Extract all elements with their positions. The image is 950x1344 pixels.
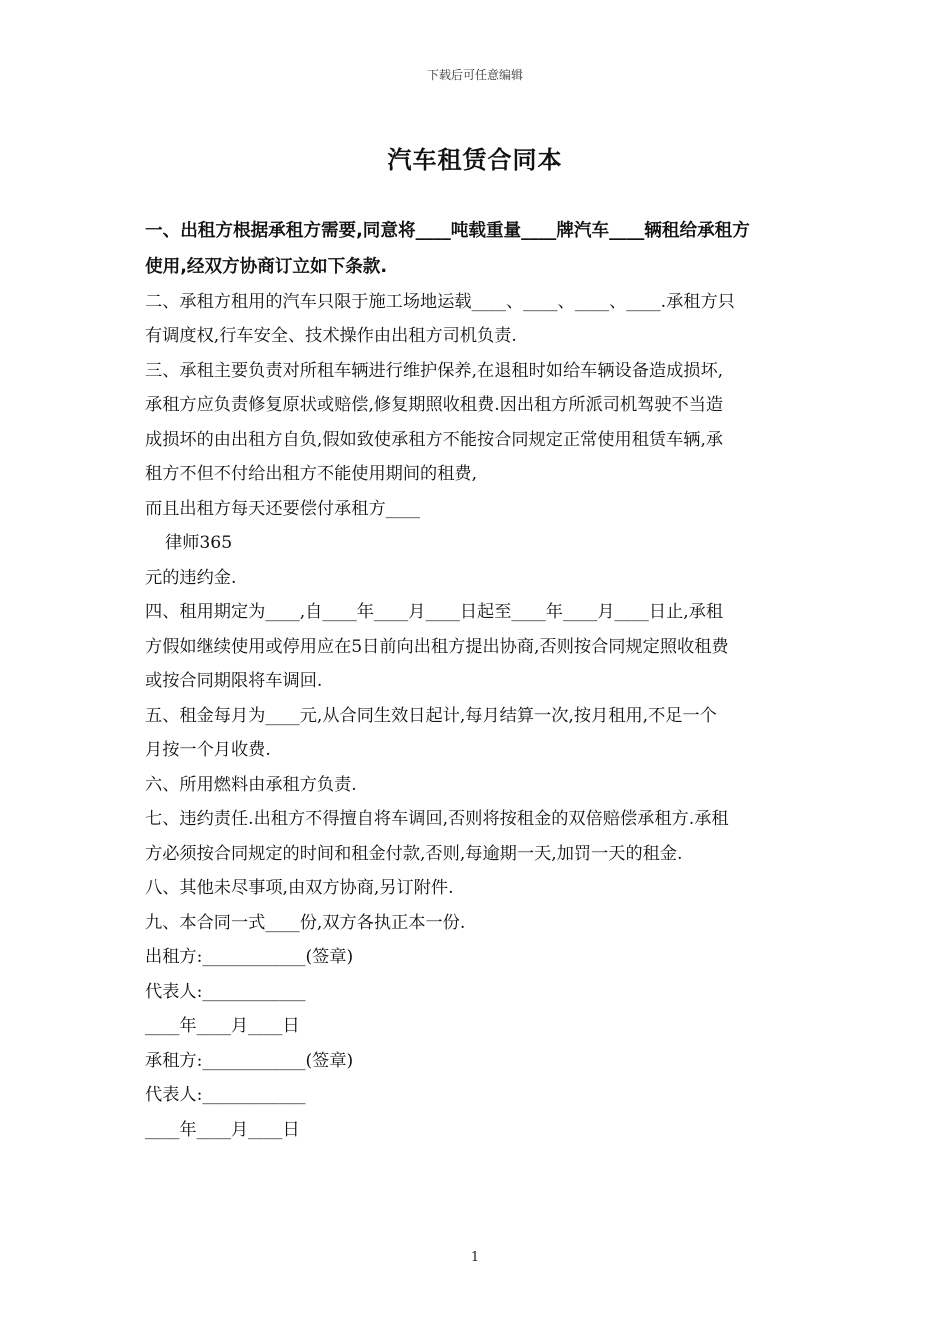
clause-6-line-1: 六、所用燃料由承租方负责.	[145, 774, 357, 795]
clause-1-line-2: 使用,经双方协商订立如下条款.	[145, 257, 388, 277]
clause-4-line-3: 或按合同期限将车调回.	[145, 671, 323, 691]
clause-3-line-5: 而且出租方每天还要偿付承租方____	[145, 498, 421, 519]
lessor-representative: 代表人:____________	[145, 981, 306, 1002]
clause-4-line-1: 四、租用期定为____,自____年____月____日起至____年____月____日止,承租	[145, 602, 724, 622]
clause-3-line-7: 元的违约金.	[145, 567, 237, 588]
clause-7-line-2: 方必须按合同规定的时间和租金付款,否则,每逾期一天,加罚一天的租金.	[145, 843, 683, 864]
lessee-signature: 承租方:____________(签章)	[145, 1050, 354, 1071]
document-title: 汽车租赁合同本	[387, 146, 563, 174]
clause-3-line-2: 承租方应负责修复原状或赔偿,修复期照收租费.因出租方所派司机驾驶不当造	[145, 395, 724, 415]
clause-2-line-1: 二、承租方租用的汽车只限于施工场地运载____、____、____、____.承租方只	[145, 291, 735, 312]
clause-3-line-3: 成损坏的由出租方自负,假如致使承租方不能按合同规定正常使用租赁车辆,承	[145, 429, 724, 450]
lessor-date: ____年____月____日	[145, 1016, 300, 1036]
page-number: 1	[470, 1250, 480, 1265]
clause-3-line-1: 三、承租主要负责对所租车辆进行维护保养,在退租时如给车辆设备造成损坏,	[145, 360, 724, 381]
clause-1-line-1: 一、出租方根据承租方需要,同意将____吨载重量____牌汽车____辆租给承租方	[145, 221, 750, 241]
clause-2-line-2: 有调度权,行车安全、技术操作由出租方司机负责.	[145, 326, 517, 346]
header-note: 下载后可任意编辑	[426, 68, 523, 82]
clause-8-line-1: 八、其他未尽事项,由双方协商,另订附件.	[145, 878, 454, 898]
lessor-signature: 出租方:____________(签章)	[145, 947, 354, 967]
clause-5-line-1: 五、租金每月为____元,从合同生效日起计,每月结算一次,按月租用,不足一个	[145, 705, 717, 726]
contract-body	[145, 212, 810, 1147]
clause-3-line-6: 律师365	[165, 533, 233, 553]
clause-5-line-2: 月按一个月收费.	[145, 740, 271, 760]
clause-9-line-1: 九、本合同一式____份,双方各执正本一份.	[145, 912, 466, 933]
lessee-date: ____年____月____日	[145, 1119, 300, 1140]
lessee-representative: 代表人:____________	[145, 1085, 306, 1105]
clause-3-line-4: 租方不但不付给出租方不能使用期间的租费,	[145, 464, 478, 484]
clause-4-line-2: 方假如继续使用或停用应在5日前向出租方提出协商,否则按合同规定照收租费	[145, 636, 729, 657]
clause-7-line-1: 七、违约责任.出租方不得擅自将车调回,否则将按租金的双倍赔偿承租方.承租	[145, 809, 729, 829]
